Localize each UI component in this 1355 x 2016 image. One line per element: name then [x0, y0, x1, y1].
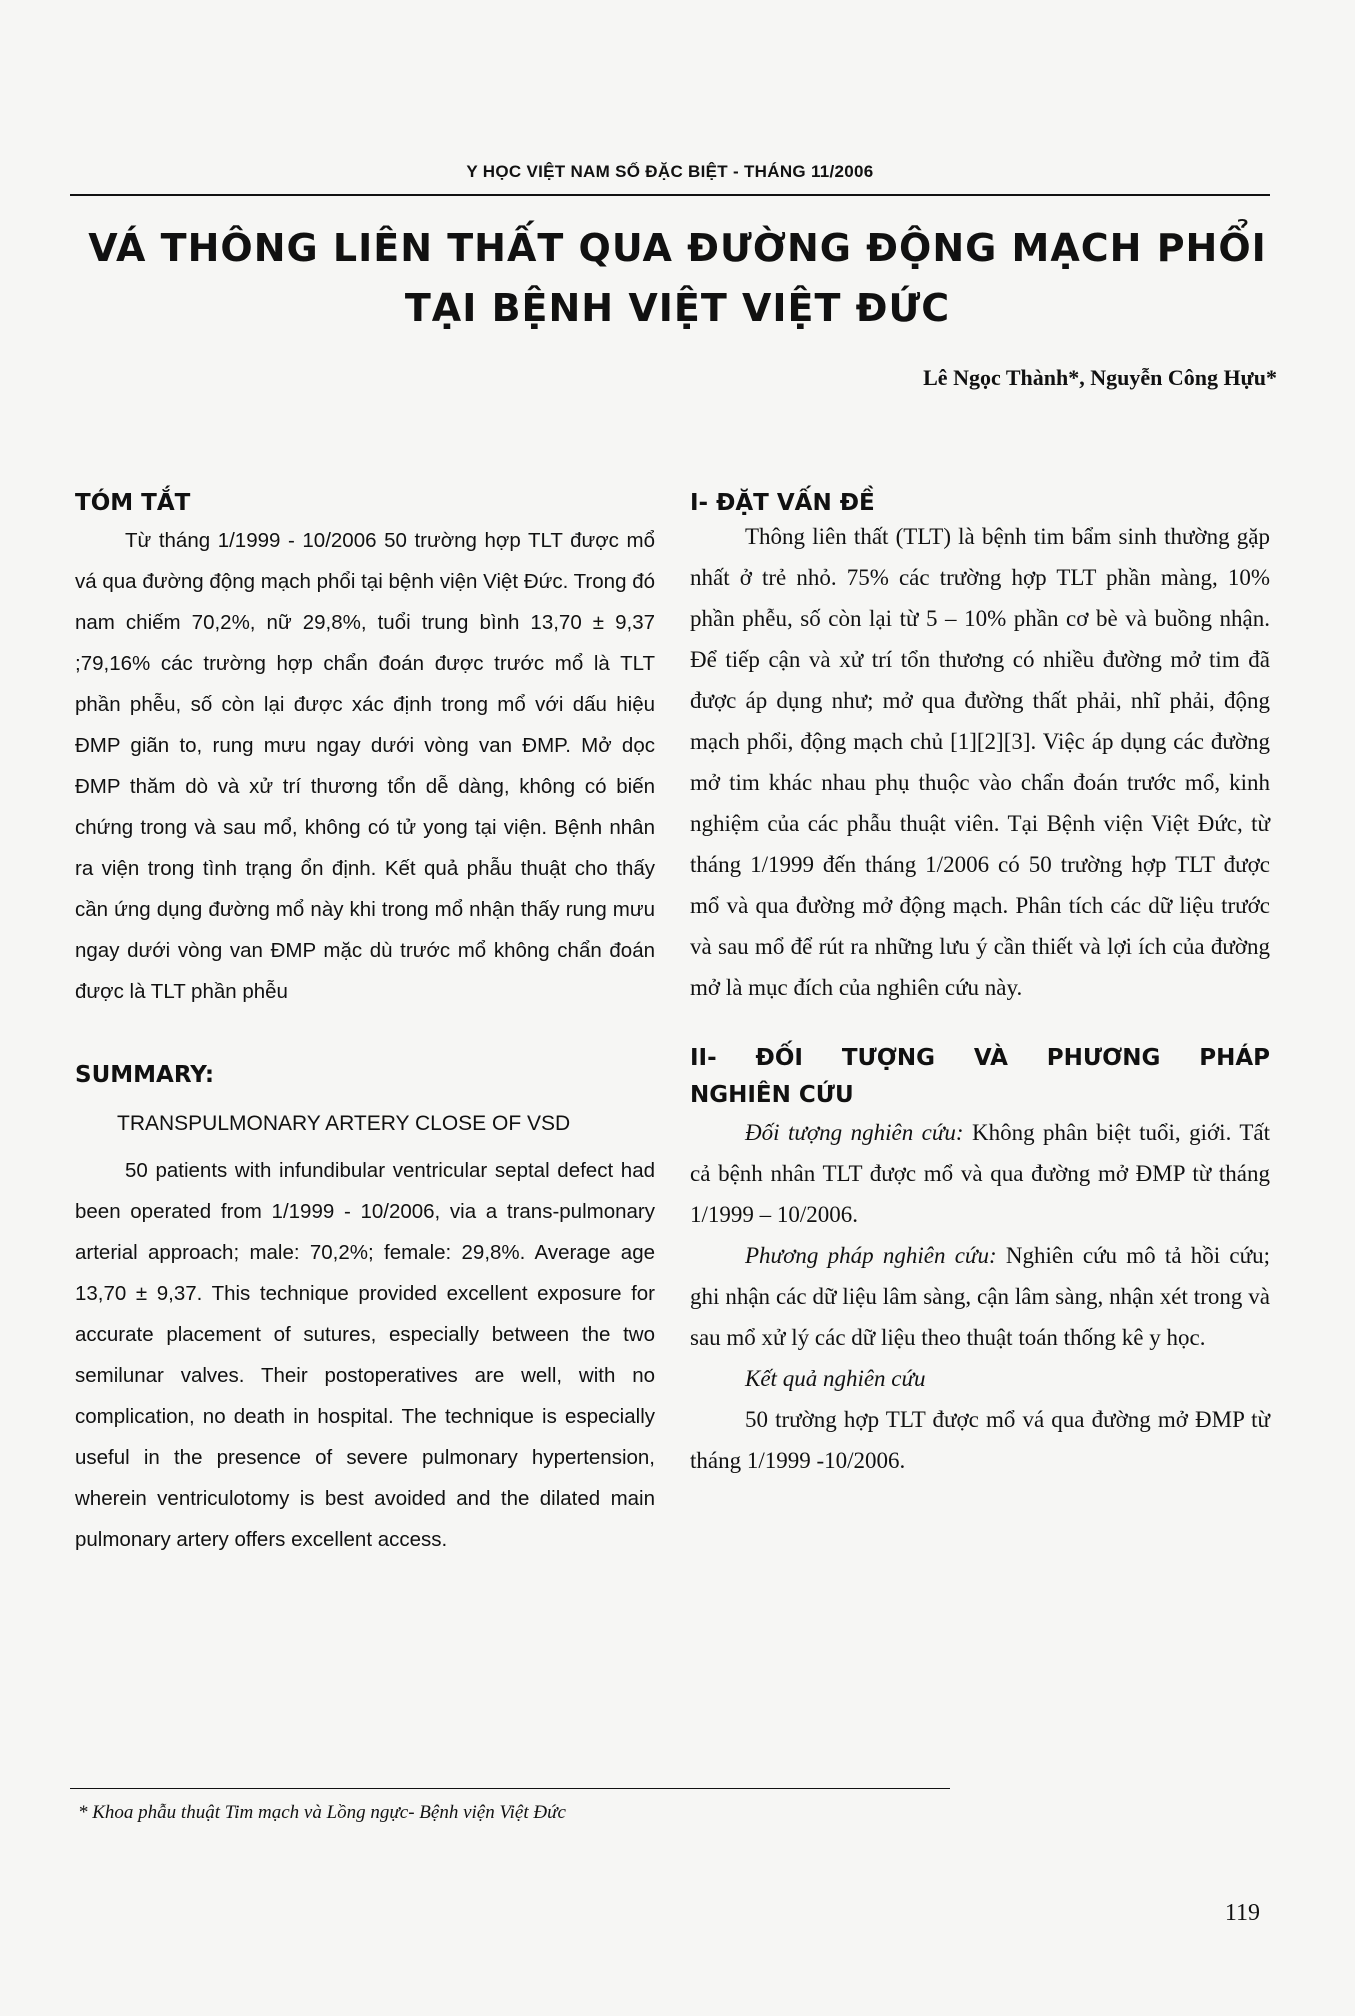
journal-header: Y HỌC VIỆT NAM SỐ ĐẶC BIỆT - THÁNG 11/2006 — [466, 162, 874, 181]
section1-text: Thông liên thất (TLT) là bệnh tim bẩm sinh thường gặp nhất ở trẻ nhỏ. 75% các trường hợp TLT phần màng, 10% phần phễu, số còn lại từ 5 – 10% phần cơ bè và buồng nhận. Để tiếp cận và xử trí tổn thương có nhiều đường mở tim đã được áp dụng như; mở qua đường thất phải, nhĩ phải, động mạch phổi, động mạch chủ [1][2][3]. Việc áp dụng các đường mở tim khác nhau phụ thuộc vào chẩn đoán trước mổ, kinh nghiệm của các phẫu thuật viên. Tại Bệnh viện Việt Đức, từ tháng 1/1999 đến tháng 1/2006 có 50 trường hợp TLT được mổ và qua đường mở động mạch. Phân tích các dữ liệu trước và sau mổ để rút ra những lưu ý cần thiết và lợi ích của đường mở là mục đích của nghiên cứu này. — [690, 524, 1270, 1000]
footnote-rule — [70, 1788, 950, 1789]
method-paragraph — [690, 1235, 1270, 1358]
section2-heading-line-2: NGHIÊN CỨU — [690, 1082, 854, 1108]
abstract-heading: TÓM TẮT — [75, 490, 191, 516]
article-title-line-2: TẠI BỆNH VIỆT VIỆT ĐỨC — [404, 286, 951, 330]
method-label: Phương pháp nghiên cứu: — [745, 1243, 997, 1268]
results-label: Kết quả nghiên cứu — [745, 1366, 926, 1391]
section2-heading-line-1: II- ĐỐI TƯỢNG VÀ PHƯƠNG PHÁP — [690, 1045, 1270, 1071]
summary-text: 50 patients with infundibular ventricular septal defect had been operated from 1/1999 - 10/2006, via a trans-pulmonary arterial approach; male: 70,2%; female: 29,8%. Average age 13,70 ± 9,37. This technique provided excellent exposure for accurate placement of sutures, especially between the two semilunar valves. Their postoperatives are well, with no complication, no death in hospital. The technique is especially useful in the presence of severe pulmonary hypertension, wherein ventriculotomy is best avoided and the dilated main pulmonary artery offers excellent access. — [75, 1159, 655, 1551]
right-column — [690, 490, 1270, 1481]
abstract-text: Từ tháng 1/1999 - 10/2006 50 trường hợp TLT được mổ vá qua đường động mạch phổi tại bệnh viện Việt Đức. Trong đó nam chiếm 70,2%, nữ 29,8%, tuổi trung bình 13,70 ± 9,37 ;79,16% các trường hợp chẩn đoán được trước mổ là TLT phần phễu, số còn lại được xác định trong mổ với dấu hiệu ĐMP giãn to, rung mưu ngay dưới vòng van ĐMP. Mở dọc ĐMP thăm dò và xử trí thương tổn dễ dàng, không có biến chứng trong và sau mổ, không có tử yong tại viện. Bệnh nhân ra viện trong tình trạng ổn định. Kết quả phẫu thuật cho thấy cần ứng dụng đường mổ này khi trong mổ nhận thấy rung mưu ngay dưới vòng van ĐMP mặc dù trước mổ không chẩn đoán được là TLT phần phễu — [75, 529, 655, 1003]
section1-heading: I- ĐẶT VẤN ĐỀ — [690, 490, 875, 516]
header-rule — [70, 194, 1270, 196]
subjects-paragraph — [690, 1112, 1270, 1235]
authors: Lê Ngọc Thành*, Nguyễn Công Hựu* — [923, 365, 1277, 390]
summary-subtitle: TRANSPULMONARY ARTERY CLOSE OF VSD — [117, 1112, 571, 1135]
summary-heading: SUMMARY: — [75, 1062, 215, 1088]
subjects-text: Không phân biệt tuổi, giới. Tất cả bệnh nhân TLT được mổ và qua đường mở ĐMP từ tháng 1/1999 – 10/2006. — [690, 1120, 1270, 1227]
footnote: * Khoa phẫu thuật Tim mạch và Lồng ngực- Bệnh viện Việt Đức — [78, 1802, 566, 1823]
article-title-line-1: VÁ THÔNG LIÊN THẤT QUA ĐƯỜNG ĐỘNG MẠCH PHỔI — [88, 226, 1267, 270]
left-column — [75, 490, 655, 1560]
results-text: 50 trường hợp TLT được mổ vá qua đường mở ĐMP từ tháng 1/1999 -10/2006. — [690, 1407, 1270, 1473]
subjects-label: Đối tượng nghiên cứu: — [745, 1120, 964, 1145]
page-number: 119 — [1224, 1900, 1260, 1926]
method-text: Nghiên cứu mô tả hồi cứu; ghi nhận các dữ liệu lâm sàng, cận lâm sàng, nhận xét trong và sau mổ xử lý các dữ liệu theo thuật toán thống kê y học. — [690, 1243, 1270, 1350]
